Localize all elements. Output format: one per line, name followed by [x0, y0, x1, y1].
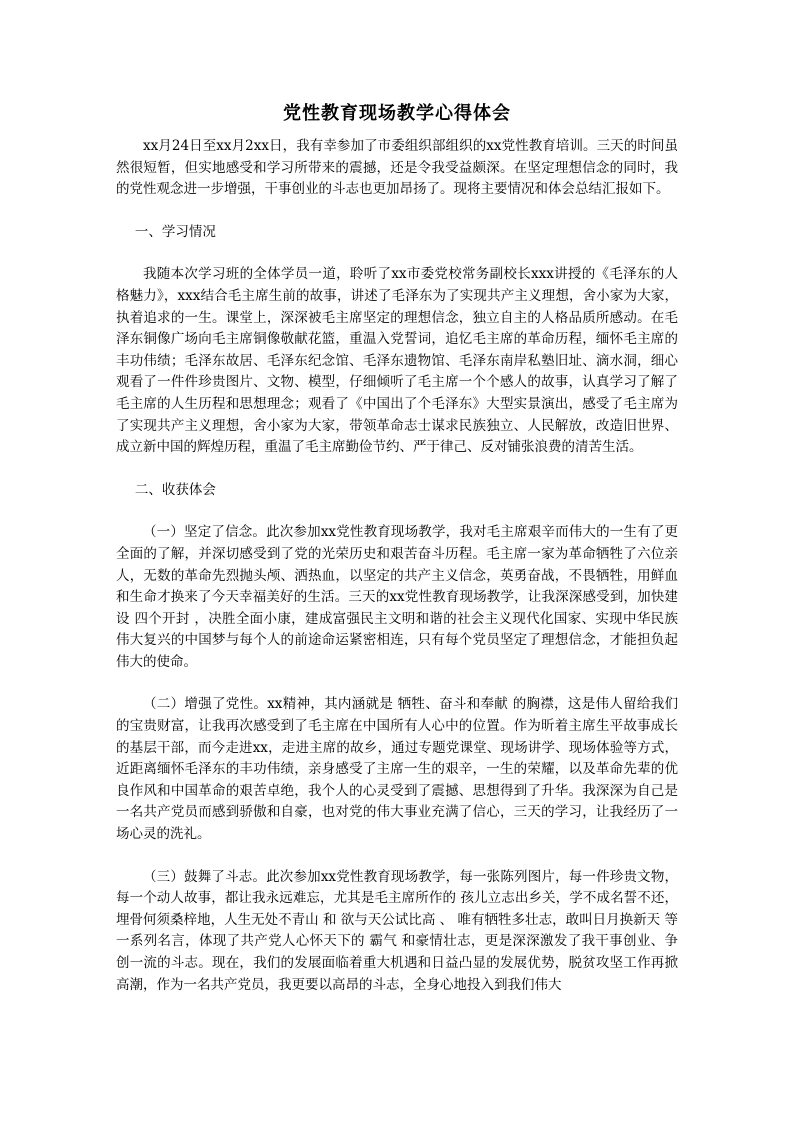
study-paragraph: 我随本次学习班的全体学员一道，聆听了xx市委党校常务副校长xxx讲授的《毛泽东的人格魅力》，xxx结合毛主席生前的故事，讲述了毛泽东为了实现共产主义理想，舍小家为大家，执着追求的一生。课堂上，深深被毛主席坚定的理想信念，独立自主的人格品质所感动。在毛泽东铜像广场向毛主席铜像敬献花篮，重温入党誓词，追忆毛主席的革命历程，缅怀毛主席的丰功伟绩；毛泽东故居、毛泽东纪念馆、毛泽东遗物馆、毛泽东南岸私塾旧址、滴水洞，细心观看了一件件珍贵图片、文物、模型，仔细倾听了毛主席一个个感人的故事，认真学习了解了毛主席的人生历程和思想理念；观看了《中国出了个毛泽东》大型实景演出，感受了毛主席为了实现共产主义理想，舍小家为大家，带领革命志士谋求民族独立、人民解放，改造旧世界、成立新中国的辉煌历程，重温了毛主席勤俭节约、严于律己、反对铺张浪费的清苦生活。 — [116, 266, 678, 456]
spacer — [116, 243, 678, 264]
gains-paragraph-3: （三）鼓舞了斗志。此次参加xx党性教育现场教学，每一张陈列图片，每一件珍贵文物，每一个动人故事，都让我永远难忘，尤其是毛主席所作的 孩儿立志出乡关，学不成名誓不还，埋骨何须桑梓地，人生无处不青山 和 欲与天公试比高 、 唯有牺牲多壮志，敢叫日月换新天 等一系列名言，体现了共产党人心怀天下的 霸气 和豪情壮志，更是深深激发了我干事创业、争创一流的斗志。现在，我们的发展面临着重大机遇和日益凸显的发展优势，脱贫攻坚工作再掀高潮，作为一名共产党员，我更要以高昂的斗志，全身心地投入到我们伟大 — [116, 868, 678, 993]
document-page — [116, 100, 678, 996]
spacer — [116, 459, 678, 480]
intro-paragraph: xx月24日至xx月2xx日，我有幸参加了市委组织部组织的xx党性教育培训。三天的时间虽然很短暂，但实地感受和学习所带来的震撼，还是令我受益颇深。在坚定理想信念的同时，我的党性观念进一步增强，干事创业的斗志也更加昂扬了。现将主要情况和体会总结汇报如下。 — [116, 138, 678, 198]
spacer — [116, 501, 678, 522]
gains-paragraph-1: （一）坚定了信念。此次参加xx党性教育现场教学，我对毛主席艰辛而伟大的一生有了更全面的了解，并深切感受到了党的光荣历史和艰苦奋斗历程。毛主席一家为革命牺牲了六位亲人，无数的革命先烈抛头颅、洒热血，以坚定的共产主义信念，英勇奋战，不畏牺牲，用鲜血和生命才换来了今天幸福美好的生活。三天的xx党性教育现场教学，让我深深感受到，加快建设 四个开封 ，决胜全面小康，建成富强民主文明和谐的社会主义现代化国家、实现中华民族伟大复兴的中国梦与每个人的前途命运紧密相连，只有每个党员坚定了理想信念，才能担负起伟大的使命。 — [116, 524, 678, 670]
spacer — [116, 846, 678, 867]
section-heading-study: 一、学习情况 — [134, 223, 216, 240]
gains-paragraph-2: （二）增强了党性。xx精神，其内涵就是 牺牲、奋斗和奉献 的胸襟，这是伟人留给我们的宝贵财富，让我再次感受到了毛主席在中国所有人心中的位置。作为昕着主席生平故事成长的基层干部，而今走进xx，走进主席的故乡，通过专题党课堂、现场讲学、现场体验等方式，近距离缅怀毛泽东的丰功伟绩，亲身感受了主席一生的艰辛，一生的荣耀，以及革命先辈的优良作风和中国革命的艰苦卓绝，我个人的心灵受到了震撼、思想得到了升华。我深深为自己是一名共产党员而感到骄傲和自豪，也对党的伟大事业充满了信心，三天的学习，让我经历了一场心灵的洗礼。 — [116, 696, 678, 843]
section-heading-gains: 二、收获体会 — [134, 481, 216, 498]
spacer — [116, 201, 678, 222]
document-title: 党性教育现场教学心得体会 — [283, 103, 511, 124]
spacer — [116, 673, 678, 694]
